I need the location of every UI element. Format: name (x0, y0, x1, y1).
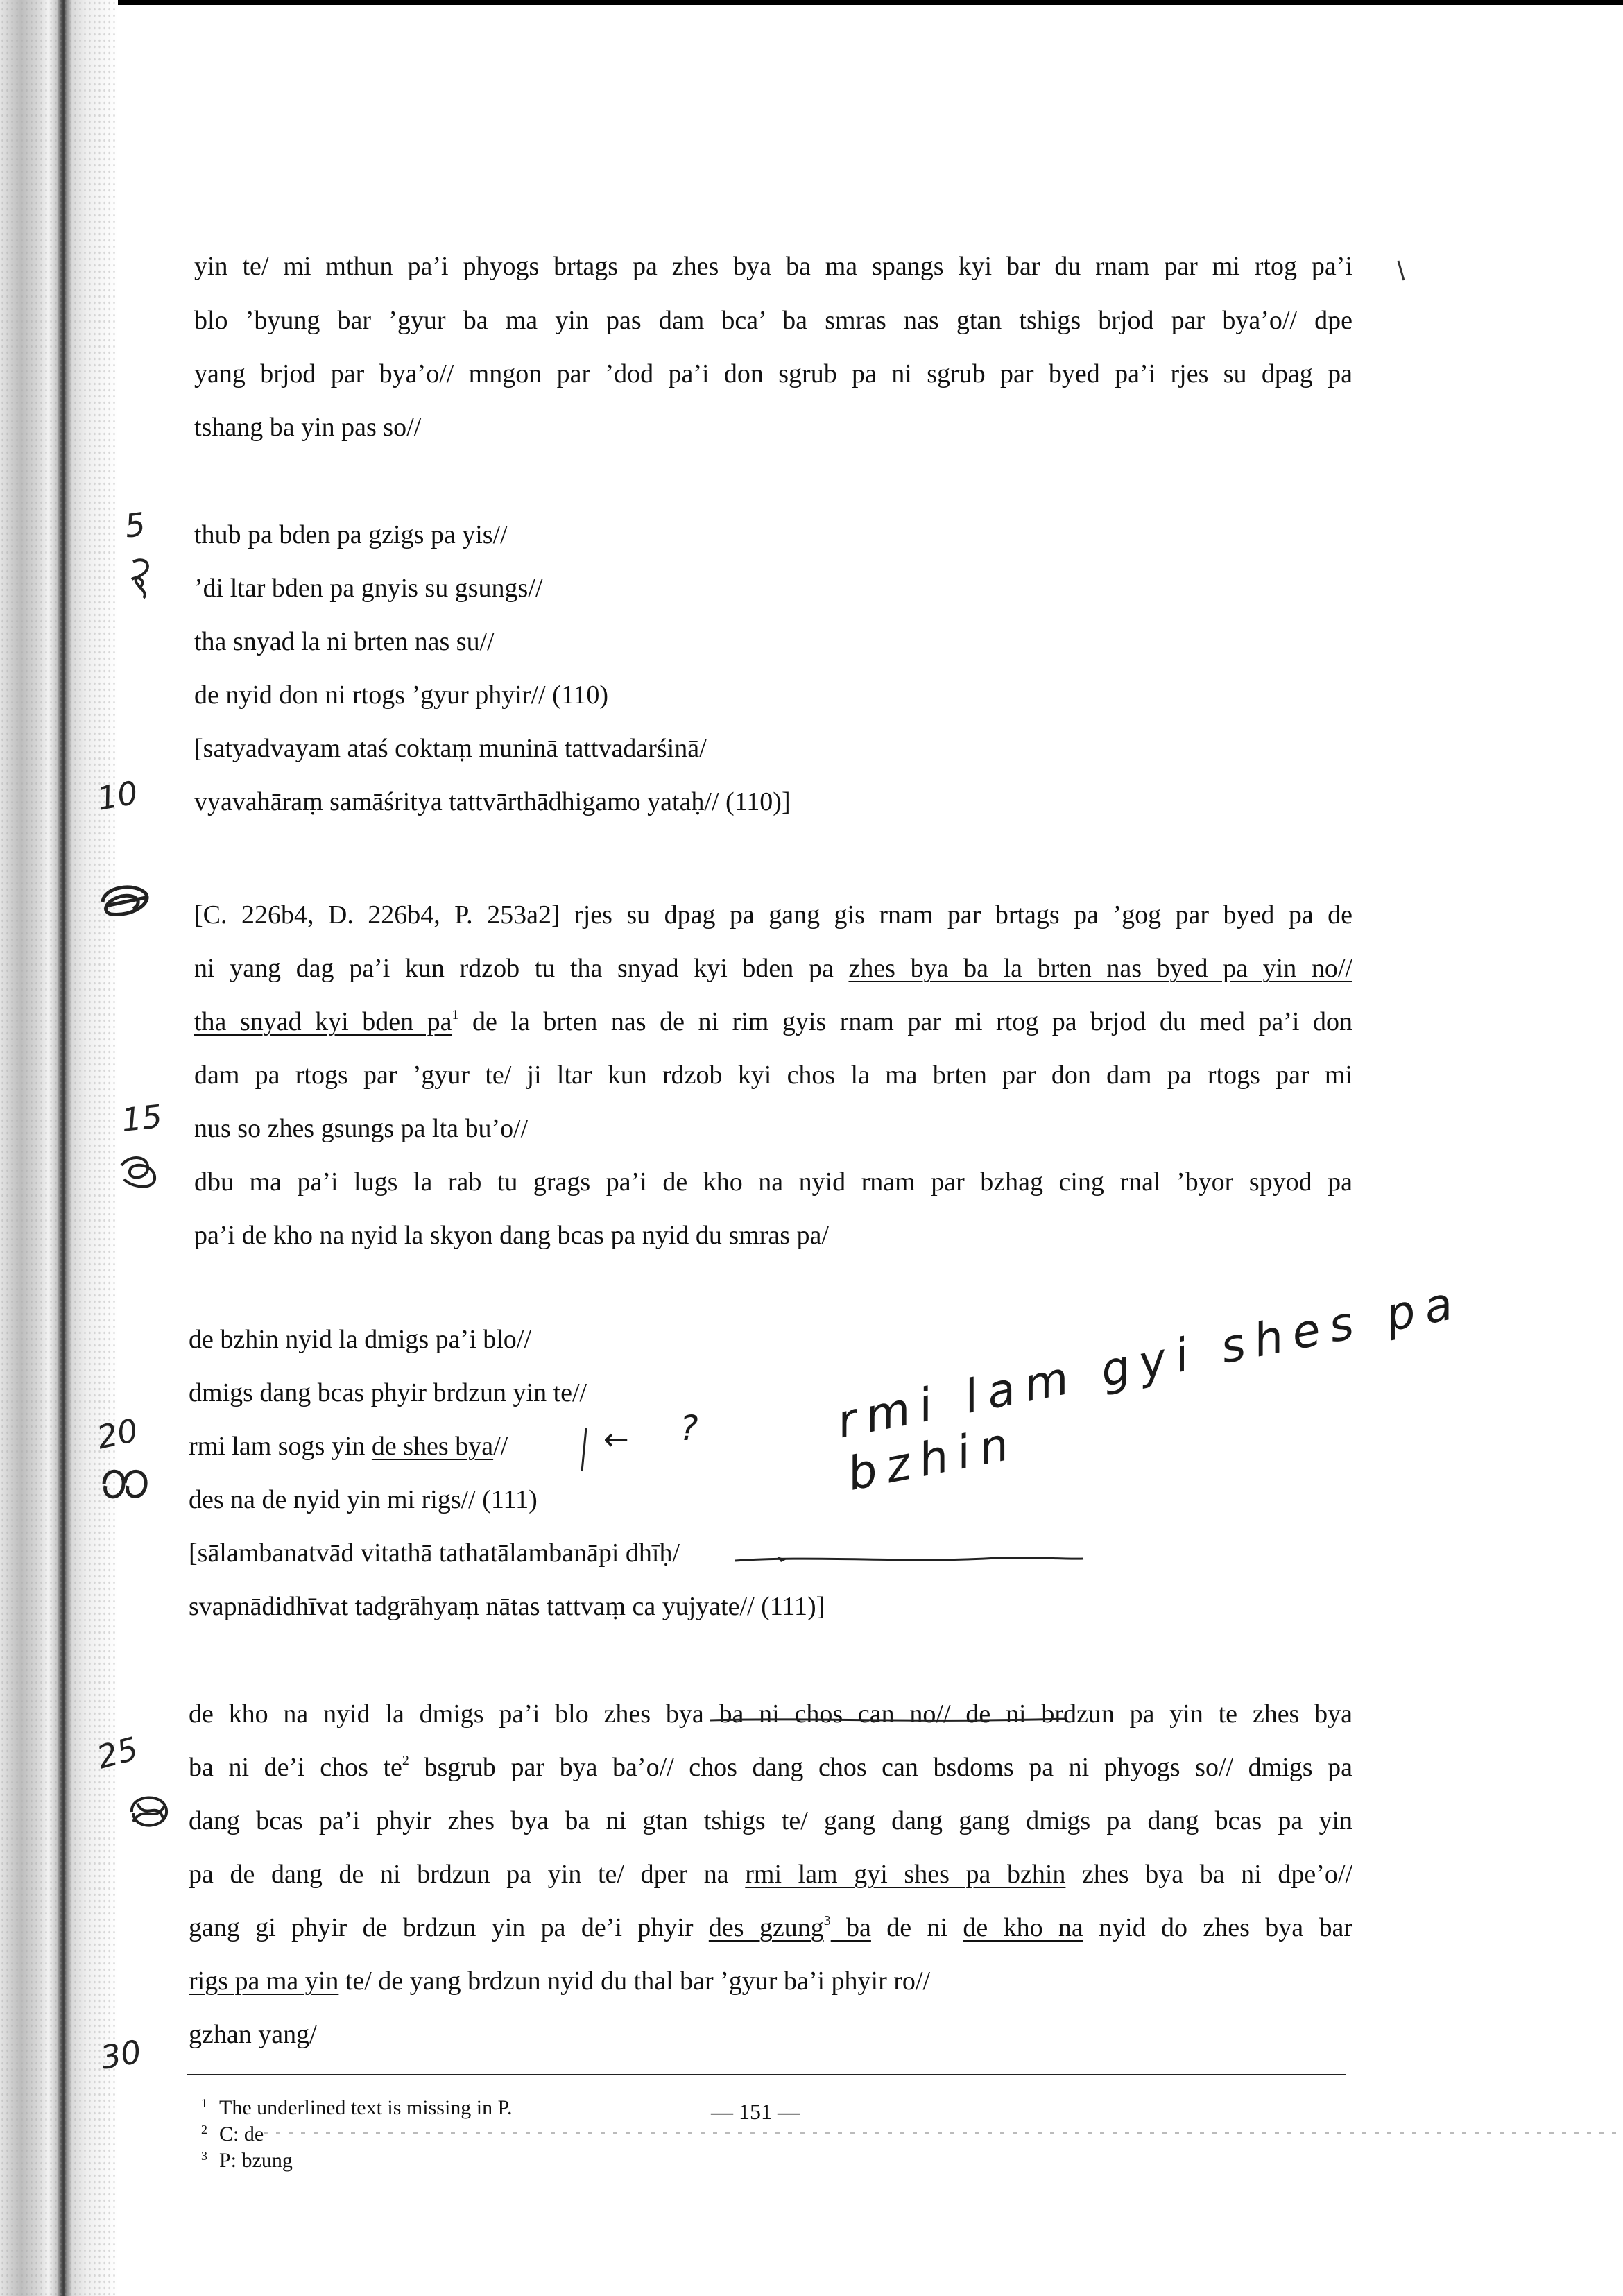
text-segment: rmi lam sogs yin (189, 1432, 372, 1461)
text-segment: gang gi phyir de brdzun yin pa de’i phyir (189, 1913, 709, 1942)
scribble-mark (125, 1790, 173, 1835)
stray-pen-mark (1394, 257, 1408, 284)
text-line-11: [C. 226b4, D. 226b4, P. 253a2] rjes su dpag pa gang gis rnam par brtags pa ’gog par byed pa de (194, 900, 1352, 929)
insertion-caret-mark (578, 1425, 592, 1474)
underlined-segment: tha snyad kyi bden pa (194, 1007, 452, 1036)
text-line-26 (189, 1966, 930, 1996)
text-segment: de la brten nas de ni rim gyis rnam par mi rtog pa brjod du med pa’i don (458, 1007, 1352, 1036)
scan-bleed-line (264, 2132, 1616, 2134)
text-line-25 (189, 1912, 1352, 1943)
text-segment: ba ni de’i chos te (189, 1753, 402, 1782)
footnote-text: The underlined text is missing in P. (219, 2096, 513, 2119)
underlined-segment: rigs pa ma yin (189, 1967, 339, 1996)
text-segment: // (493, 1432, 508, 1461)
scribble-mark (119, 555, 161, 603)
text-line-14: dam pa rtogs par ’gyur te/ ji ltar kun rdzob kyi chos la ma brten par don dam pa rtogs par mi (194, 1061, 1352, 1090)
footnote-text: C: de (219, 2123, 264, 2145)
footnote-text: P: bzung (219, 2149, 293, 2172)
footnote-ref-3: 3 (823, 1913, 831, 1928)
text-line-12 (194, 953, 1352, 984)
text-segment: ni yang dag pa’i kun rdzob tu tha snyad kyi bden pa (194, 954, 849, 983)
text-segment: de ni (870, 1913, 963, 1942)
handwritten-arrow: ← (603, 1422, 629, 1457)
text-line-13 (194, 1006, 1352, 1037)
handwritten-underline (732, 1552, 1086, 1566)
underlined-segment: des gzung (708, 1913, 824, 1942)
scan-top-border (0, 0, 1623, 5)
sanskrit-line-3: [sālambanatvād vitathā tathatālambanāpi dhīḥ/ (189, 1539, 680, 1568)
text-line-24 (189, 1859, 1352, 1890)
verse-line-2: ’di ltar bden pa gnyis su gsungs// (194, 574, 543, 603)
underlined-segment: de kho na (963, 1913, 1083, 1942)
text-segment: nyid do zhes bya bar (1083, 1913, 1352, 1942)
margin-line-number-20: 20 (94, 1411, 141, 1457)
margin-line-number-15: 15 (119, 1097, 164, 1139)
text-segment: zhes bya ba ni dpe’o// (1065, 1860, 1353, 1889)
footnote-3 (201, 2143, 293, 2173)
text-segment: pa de dang de ni brdzun pa yin te/ dper na (189, 1860, 746, 1889)
verse-line-1: thub pa bden pa gzigs pa yis// (194, 520, 508, 549)
underlined-segment: zhes bya ba la brten nas byed pa yin no// (848, 954, 1352, 983)
text-line-23: dang bcas pa’i phyir zhes bya ba ni gtan tshigs te/ gang dang gang dmigs pa dang bcas pa yin (189, 1806, 1352, 1835)
verse-line-8: des na de nyid yin mi rigs// (111) (189, 1485, 538, 1514)
handwritten-question-mark: ? (680, 1408, 698, 1448)
underlined-segment: ba (830, 1913, 871, 1942)
footnote-ref-1: 1 (452, 1007, 459, 1022)
text-line-1: yin te/ mi mthun pa’i phyogs brtags pa zhes bya ba ma spangs kyi bar du rnam par mi rtog pa’i (194, 252, 1352, 281)
footnote-number: 1 (201, 2096, 207, 2110)
scan-noise (0, 0, 118, 2296)
text-line-22 (189, 1752, 1352, 1783)
text-line-17: pa’i de kho na nyid la skyon dang bcas pa nyid du smras pa/ (194, 1221, 829, 1250)
text-line-2: blo ’byung bar ’gyur ba ma yin pas dam bca’ ba smras nas gtan tshigs brjod par bya’o// dpe (194, 306, 1352, 335)
verse-line-3: tha snyad la ni brten nas su// (194, 627, 495, 656)
text-line-15: nus so zhes gsungs pa lta bu’o// (194, 1114, 529, 1143)
text-line-16: dbu ma pa’i lugs la rab tu grags pa’i de kho na nyid rnam par bzhag cing rnal ’byor spyod pa (194, 1167, 1352, 1197)
scribble-mark (97, 881, 153, 923)
text-line-21: de kho na nyid la dmigs pa’i blo zhes bya ba ni chos can no// de ni brdzun pa yin te zhes bya (189, 1699, 1352, 1729)
underlined-segment: de shes bya (371, 1432, 494, 1461)
footnote-separator (187, 2074, 1346, 2075)
text-segment: bsgrub par bya ba’o// chos dang chos can bsdoms pa ni phyogs so// dmigs pa (409, 1753, 1352, 1782)
page-number: — 151 — (711, 2099, 800, 2124)
footnote-number: 2 (201, 2123, 207, 2136)
scribble-mark (97, 1464, 153, 1505)
handwritten-margin-note: rmi lam gyi shes pa bzhin (832, 1275, 1467, 1501)
scribble-mark (114, 1151, 163, 1193)
underlined-segment: rmi lam gyi shes pa bzhin (745, 1860, 1066, 1889)
footnote-1 (201, 2091, 512, 2121)
verse-line-4: de nyid don ni rtogs ’gyur phyir// (110) (194, 680, 609, 710)
verse-line-6: dmigs dang bcas phyir brdzun yin te// (189, 1378, 587, 1407)
text-segment: te/ de yang brdzun nyid du thal bar ’gyur ba’i phyir ro// (338, 1967, 931, 1996)
verse-line-5: de bzhin nyid la dmigs pa’i blo// (189, 1325, 531, 1354)
footnote-2 (201, 2117, 264, 2147)
margin-line-number-5: 5 (122, 505, 148, 545)
footnote-number: 3 (201, 2149, 207, 2163)
text-line-3: yang brjod par bya’o// mngon par ’dod pa’i don sgrub pa ni sgrub par byed pa’i rjes su dpag pa (194, 359, 1352, 388)
handwritten-underline (707, 1715, 1068, 1726)
verse-line-7 (189, 1431, 508, 1462)
margin-line-number-30: 30 (97, 2032, 144, 2077)
margin-line-number-25: 25 (93, 1729, 142, 1776)
margin-line-number-10: 10 (94, 773, 141, 818)
sanskrit-line-4: svapnādidhīvat tadgrāhyaṃ nātas tattvaṃ ca yujyate// (111)] (189, 1592, 825, 1621)
sanskrit-line-1: [satyadvayam ataś coktaṃ muninā tattvadarśinā/ (194, 734, 707, 763)
sanskrit-line-2: vyavahāraṃ samāśritya tattvārthādhigamo yataḥ// (110)] (194, 787, 791, 816)
footnote-ref-2: 2 (402, 1753, 409, 1768)
text-line-27: gzhan yang/ (189, 2020, 317, 2049)
text-line-4: tshang ba yin pas so// (194, 413, 422, 442)
